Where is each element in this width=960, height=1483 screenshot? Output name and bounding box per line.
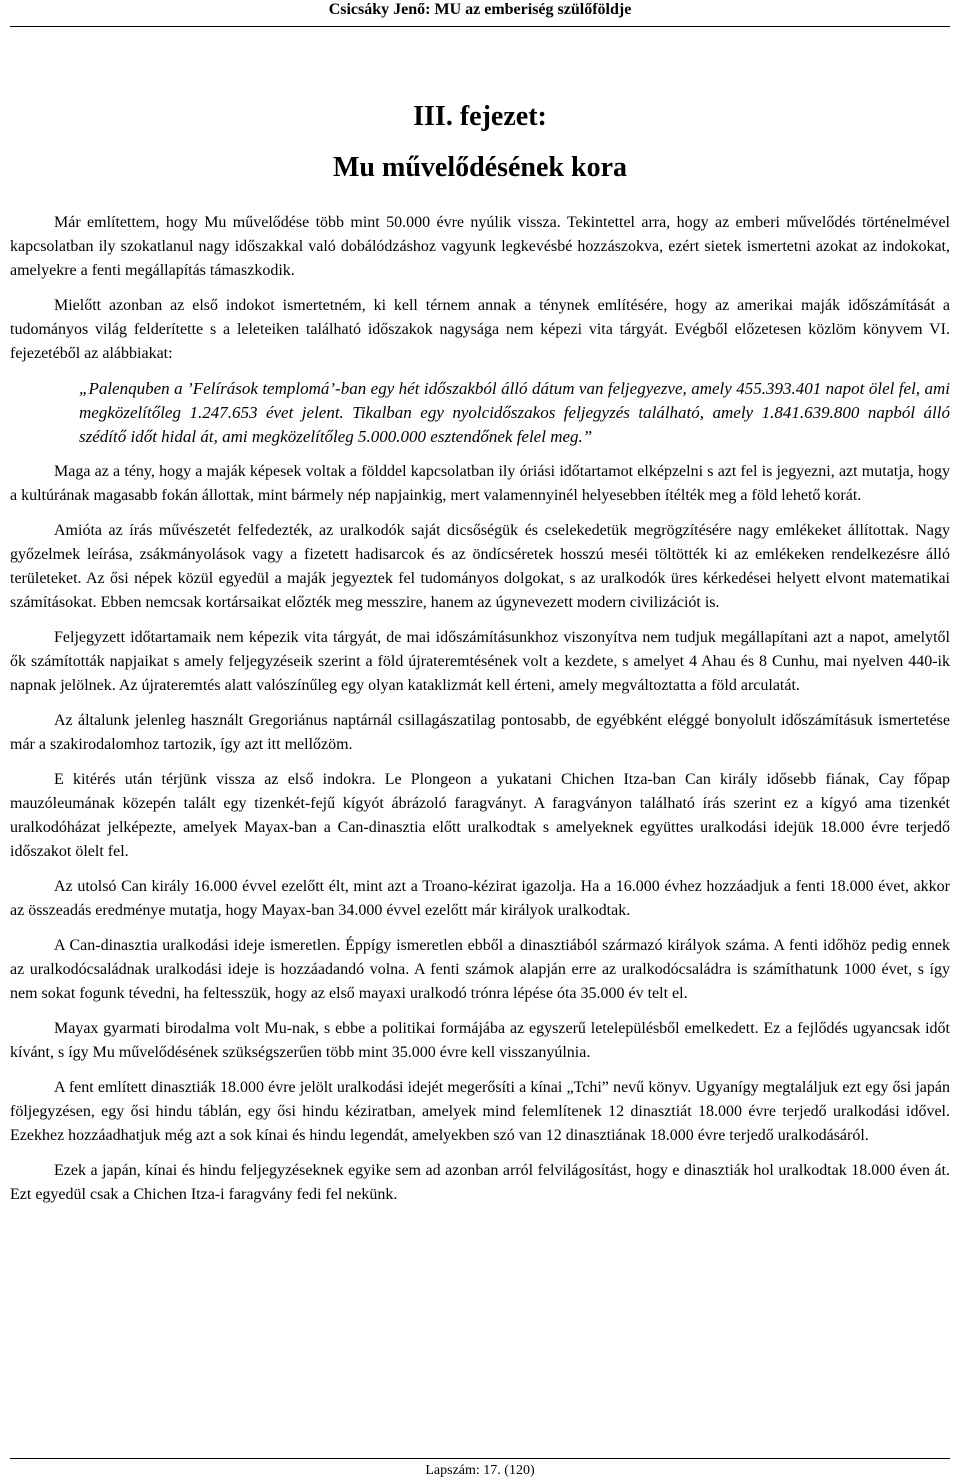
paragraph: Mielőtt azonban az első indokot ismertetném, ki kell térnem annak a ténynek említésére, hogy az amerikai maják időszámítását a tudományos világ felderítette s a leleteiken található időszakok nagysága nem képezi vita tárgyát. Evégből előzetesen közlöm könyvem VI. fejezetéből az alábbiakat: xyxy=(10,297,950,362)
chapter-number: III. fejezet: xyxy=(413,101,547,132)
chapter-body xyxy=(10,211,950,1218)
paragraph: Ezek a japán, kínai és hindu feljegyzéseknek egyike sem ad azonban arról felvilágosítást, hogy e dinasztiák hol uralkodtak 18.000 éven át. Ezt egyedül csak a Chichen Itza-i faragvány fedi fel nekünk. xyxy=(10,1162,950,1203)
header-divider xyxy=(10,26,950,27)
paragraph: A Can-dinasztia uralkodási ideje ismeretlen. Éppígy ismeretlen ebből a dinasztiából származó királyok száma. A fenti időhöz pedig ennek az uralkodócsaládnak uralkodási ideje is hozzáadandó volna. A fenti számok alapján erre az uralkodócsaládra is számíthatunk 1000 évet, s így nem sokat fogunk tévedni, ha feltesszük, hogy az első mayaxi uralkodó trónra lépése óta 35.000 év telt el. xyxy=(10,937,950,1002)
page-number: Lapszám: 17. (120) xyxy=(425,1463,535,1478)
paragraph: Az utolsó Can király 16.000 évvel ezelőtt élt, mint azt a Troano-kézirat igazolja. Ha a 16.000 évhez hozzáadjuk a fenti 18.000 évet, akkor az összeadás eredménye mutatja, hogy Mayax-ban 34.000 évvel ezelőtt már királyok uralkodtak. xyxy=(10,878,950,919)
paragraph: Feljegyzett időtartamaik nem képezik vita tárgyát, de mai időszámításunkhoz viszonyítva nem tudjuk megállapítani azt a napot, amelytől ők számították napjaikat s amely feljegyzéseik szerint a föld újrateremtésének volt a kezdete, s amelyet 4 Ahau és 8 Cunhu, mai nyelven 440-ik napnak jelölnek. Az újrateremtés alatt valószínűleg egy olyan kataklizmát kell érteni, amely megváltoztatta a föld arculatát. xyxy=(10,629,950,694)
running-header: Csicsáky Jenő: MU az emberiség szülőföldje xyxy=(328,1,632,18)
paragraph: A fent említett dinasztiák 18.000 évre jelölt uralkodási idejét megerősíti a kínai „Tchi” nevű könyv. Ugyanígy megtaláljuk ezt egy ősi japán följegyzésen, egy ősi hindu táblán, egy ősi hindu kéziratban, amelyek mind felemlítenek 12 dinasztiát 18.000 évre terjedő uralkodási idővel. Ezekhez hozzáadhatjuk még azt a sok kínai és hindu legendát, amelyekben szó van 12 dinasztiának 18.000 évre terjedő uralkodásáról. xyxy=(10,1079,950,1144)
paragraph: Amióta az írás művészetét felfedezték, az uralkodók saját dicsőségük és cselekedetük megrögzítésére nagy emlékeket állítottak. Nagy győzelmek leírása, zsákmányolások vagy a fizetett hadisarcok és az öndícséretek hosszú meséi töltötték ki az emlékeken rendelkezésre álló területeket. Az ősi népek közül egyedül a maják jegyeztek fel tudományos dolgokat, s az uralkodók üres kérkedései helyett elvont matematikai számításokat. Ebben nemcsak kortársaikat előzték meg messzire, hanem az úgynevezett modern civilizációt is. xyxy=(10,522,950,611)
document-page xyxy=(10,0,950,1483)
block-quote: „Palenquben a ’Felírások templomá’-ban egy hét időszakból álló dátum van feljegyezve, amely 455.393.401 napot ölel fel, ami megközelítőleg 1.247.653 évet jelent. Tikalban egy nyolcidőszakos feljegyzés található, amely 1.841.639.800 napból álló szédítő időt hidal át, ami megközelítőleg 5.000.000 esztendőnek felel meg.” xyxy=(79,379,950,446)
footer-divider xyxy=(10,1458,950,1459)
paragraph: Az általunk jelenleg használt Gregoriánus naptárnál csillagászatilag pontosabb, de egyébként eléggé bonyolult időszámításuk ismertetése már a szakirodalomhoz tartozik, így azt itt mellőzöm. xyxy=(10,712,950,753)
paragraph: Mayax gyarmati birodalma volt Mu-nak, s ebbe a politikai formájába az egyszerű letelepülésből emelkedett. Ez a fejlődés ugyancsak időt kívánt, s így Mu művelődésének szükségszerűen több mint 35.000 évre kell visszanyúlnia. xyxy=(10,1020,950,1061)
paragraph: Maga az a tény, hogy a maják képesek voltak a földdel kapcsolatban ily óriási időtartamot elképzelni s azt fel is jegyezni, azt mutatja, hogy a kultúrának magasabb fokán állottak, mint bármely nép napjainkig, mert valamennyinél helyesebben ítélték meg a föld lehető korát. xyxy=(10,463,950,504)
paragraph: E kitérés után térjünk vissza az első indokra. Le Plongeon a yukatani Chichen Itza-ban Can király idősebb fiának, Cay főpap mauzóleumának közepén talált egy tizenkét-fejű kígyót ábrázoló faragványt. A faragványon található írás szerint ez a kígyó ama tizenkét uralkodóházat jelképezte, amelyek Mayax-ban a Can-dinasztia előtt uralkodtak s amelyeknek együttes uralkodási idejük 18.000 évre terjedő időszakot ölelt fel. xyxy=(10,771,950,860)
chapter-title: Mu művelődésének kora xyxy=(333,152,627,183)
paragraph: Már említettem, hogy Mu művelődése több mint 50.000 évre nyúlik vissza. Tekintettel arra, hogy az emberi művelődés történelmével kapcsolatban ily szokatlanul nagy időszakkal való dobálódzáshoz vagyunk legkevésbé hozzászokva, ezért sietek ismertetni azokat az indokokat, amelyekre a fenti megállapítás támaszkodik. xyxy=(10,214,950,279)
